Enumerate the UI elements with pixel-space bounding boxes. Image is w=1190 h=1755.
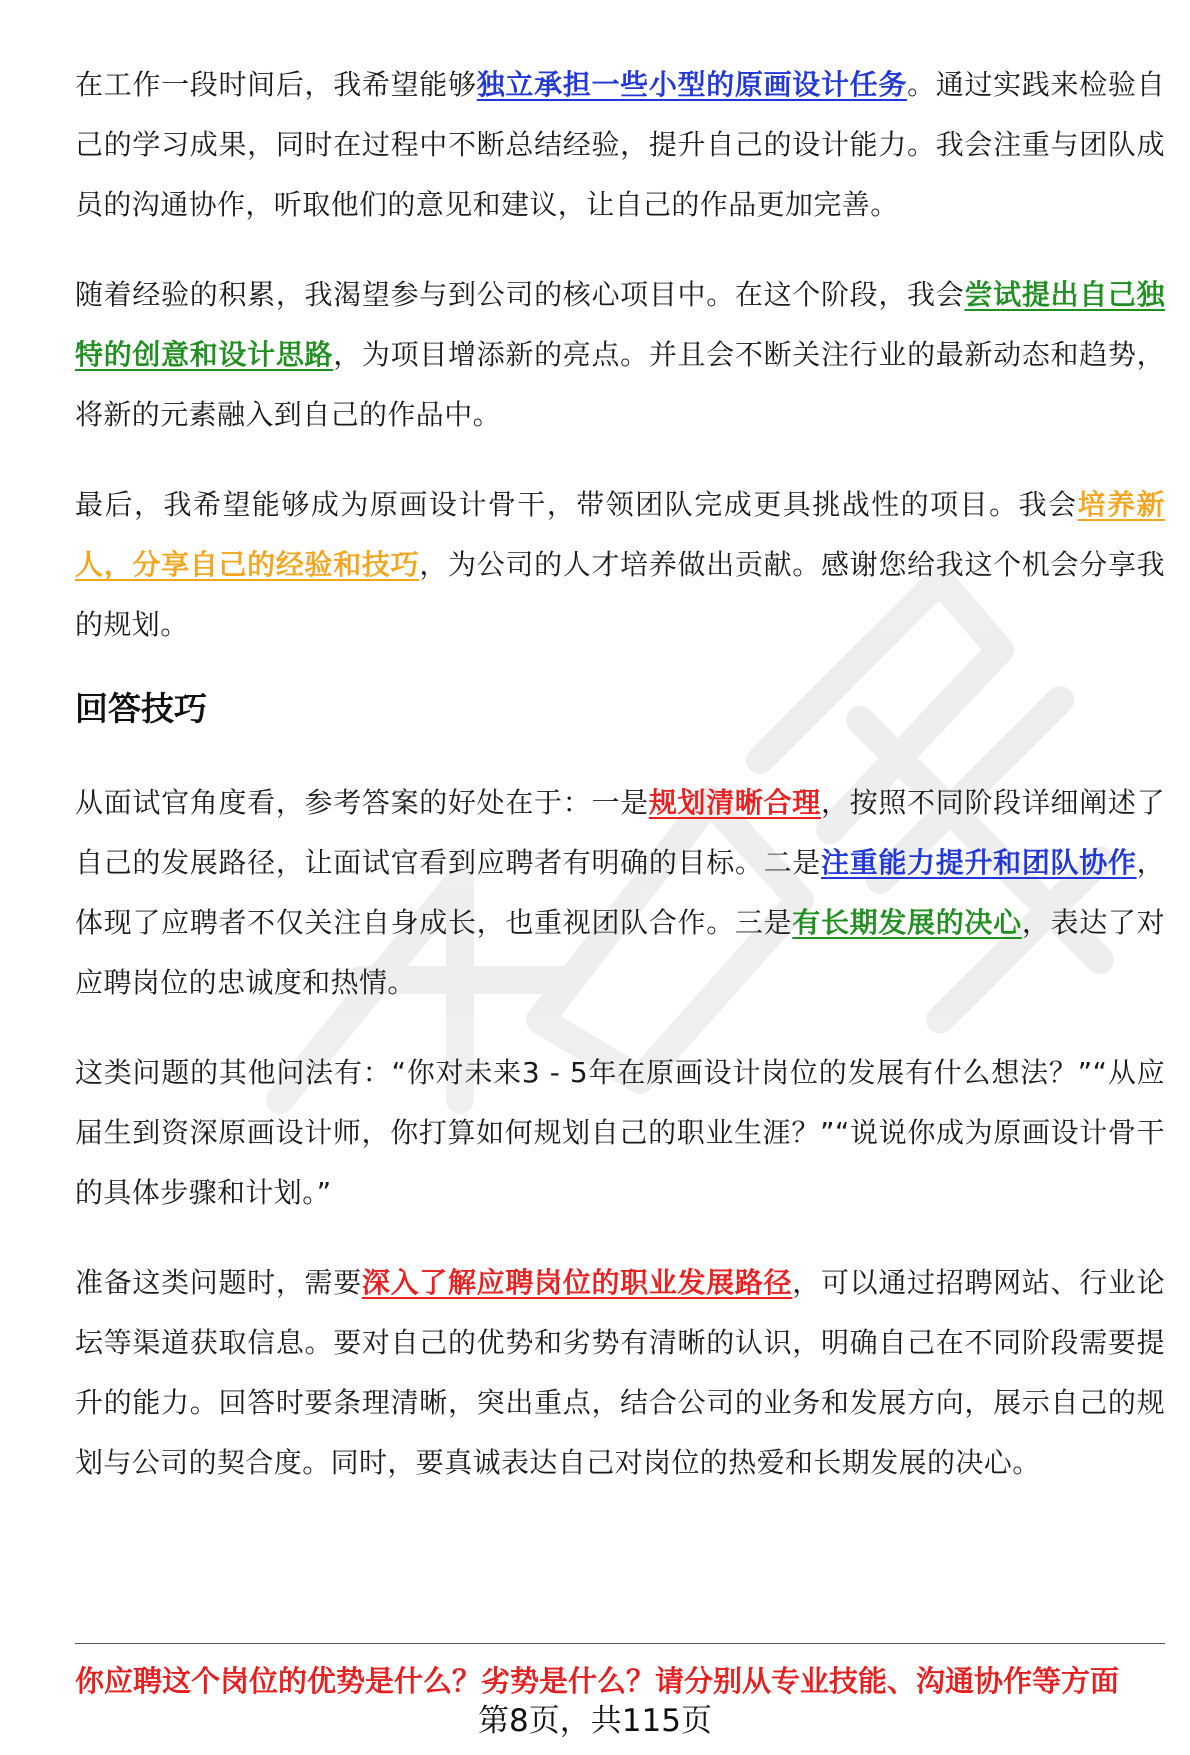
- paragraph-text: 从面试官角度看，参考答案的好处在于：一是: [75, 786, 649, 819]
- next-question-title: 你应聘这个岗位的优势是什么？劣势是什么？请分别从专业技能、沟通协作等方面: [75, 1664, 1120, 1698]
- footer-divider: [75, 1643, 1165, 1644]
- paragraph-text: ，可以通过招聘网站、行业论坛等渠道获取信息。要对自己的优势和劣势有清晰的认识，明确自己在不同阶段需要提升的能力。回答时要条理清晰，突出重点，结合公司的业务和发展方向，展示自己的规划与公司的契合度。同时，要真诚表达自己对岗位的热爱和长期发展的决心。: [75, 1266, 1165, 1479]
- paragraph-text: ，表达了对应聘岗位的忠诚度和热情。: [75, 906, 1165, 999]
- paragraph-text: 准备这类问题时，需要: [75, 1266, 362, 1299]
- paragraph-text: ，按照不同阶段详细阐述了自己的发展路径，让面试官看到应聘者有明确的目标。二是: [75, 786, 1165, 879]
- tips-paragraph-1: [75, 773, 1165, 1013]
- paragraph-text: 在工作一段时间后，我希望能够: [75, 68, 477, 101]
- answer-paragraph-2: [75, 265, 1165, 445]
- highlight-blue: 注重能力提升和团队协作: [820, 846, 1137, 879]
- highlight-red: 规划清晰合理: [648, 786, 821, 819]
- highlight-green: 有长期发展的决心: [792, 906, 1022, 939]
- paragraph-text: 这类问题的其他问法有：“你对未来3 - 5年在原画设计岗位的发展有什么想法？”“从应届生到资深原画设计师，你打算如何规划自己的职业生涯？”“说说你成为原画设计骨干的具体步骤和计划。”: [75, 1056, 1165, 1209]
- paragraph-text: ，体现了应聘者不仅关注自身成长，也重视团队合作。三是: [75, 846, 1165, 939]
- answer-section: [75, 55, 1165, 655]
- paragraph-text: ，为项目增添新的亮点。并且会不断关注行业的最新动态和趋势，将新的元素融入到自己的作品中。: [75, 338, 1165, 431]
- paragraph-text: ，为公司的人才培养做出贡献。感谢您给我这个机会分享我的规划。: [75, 548, 1166, 641]
- tips-paragraph-2: [75, 1043, 1165, 1223]
- section-heading: 回答技巧: [75, 689, 207, 728]
- document-body: [75, 55, 1165, 1523]
- tips-section: [75, 773, 1165, 1493]
- answer-paragraph-3: [75, 475, 1165, 655]
- highlight-green: 尝试提出自己独特的创意和设计思路: [75, 278, 1165, 371]
- highlight-red: 深入了解应聘岗位的职业发展路径: [361, 1266, 793, 1299]
- answer-paragraph-1: [75, 55, 1165, 235]
- paragraph-text: 最后，我希望能够成为原画设计骨干，带领团队完成更具挑战性的项目。我会: [75, 488, 1078, 521]
- tips-paragraph-3: [75, 1253, 1165, 1493]
- paragraph-text: 。通过实践来检验自己的学习成果，同时在过程中不断总结经验，提升自己的设计能力。我会注重与团队成员的沟通协作，听取他们的意见和建议，让自己的作品更加完善。: [75, 68, 1165, 221]
- page-number: 第8页，共115页: [478, 1703, 712, 1739]
- highlight-orange: 培养新人，分享自己的经验和技巧: [75, 488, 1166, 581]
- paragraph-text: 随着经验的积累，我渴望参与到公司的核心项目中。在这个阶段，我会: [75, 278, 965, 311]
- highlight-blue: 独立承担一些小型的原画设计任务: [476, 68, 908, 101]
